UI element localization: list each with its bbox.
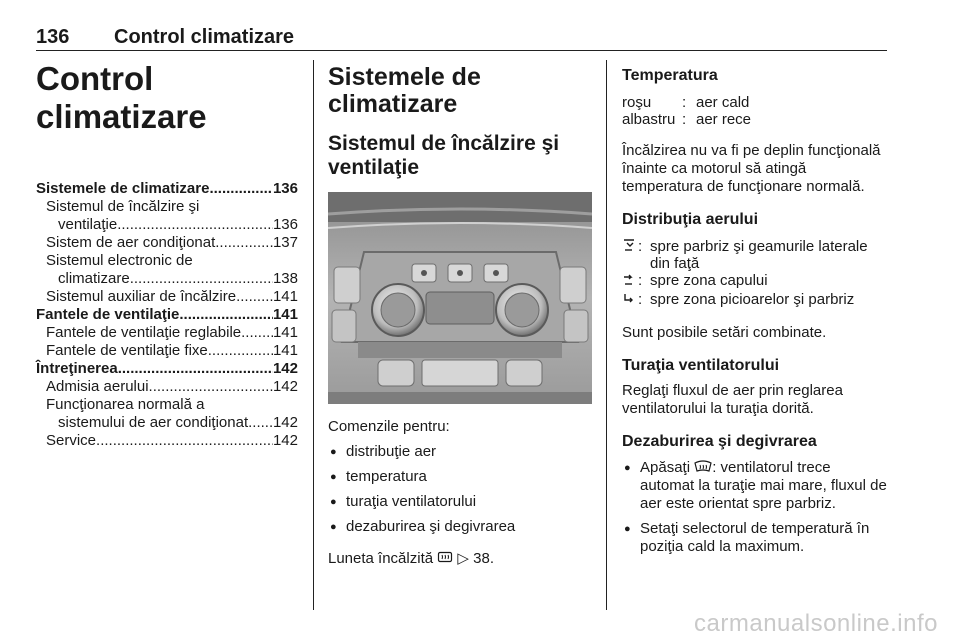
toc-entry[interactable] <box>36 234 298 252</box>
list-item: ● Setaţi selectorul de temperatură în poziţia cald la maximum. <box>622 520 887 556</box>
toc-entry-title: ventilaţie <box>58 216 118 233</box>
toc-entry-page: 136 <box>272 216 298 233</box>
list-item: ● temperatura <box>328 468 592 486</box>
section-heading: Sistemele de climatizare <box>328 63 481 118</box>
head-airflow-icon <box>622 272 638 291</box>
defrost-list <box>622 459 887 556</box>
toc-entry-title: Sistem de aer condiţionat <box>46 234 216 251</box>
list-item: : spre parbriz şi geamurile laterale din faţă <box>622 238 887 272</box>
distribution-text: spre zona capului <box>650 272 768 289</box>
toc-entry-page: 141 <box>272 288 298 305</box>
toc-entry-page: 142 <box>272 378 298 395</box>
toc-entry[interactable] <box>36 198 298 216</box>
controls-intro: Comenzile pentru: <box>328 418 450 435</box>
list-item: : spre zona picioarelor şi parbriz <box>622 291 887 310</box>
page-number: 136 <box>36 26 70 48</box>
toc-entry[interactable] <box>36 378 298 396</box>
toc-entry[interactable] <box>36 432 298 450</box>
table-cell: : <box>682 111 687 128</box>
table-cell: aer rece <box>696 111 752 128</box>
toc-entry-page: 142 <box>272 360 298 377</box>
fan-speed-text: Reglaţi fluxul de aer prin reglarea ventilatorului la turaţia dorită. <box>622 382 843 417</box>
rear-window-note <box>328 550 592 568</box>
toc-entry-page: 137 <box>272 234 298 251</box>
temperature-table <box>622 94 751 128</box>
toc-leader-dots <box>117 216 273 234</box>
toc-entry-title: Service <box>46 432 97 449</box>
toc-entry-title: Admisia aerului <box>46 378 149 395</box>
table-cell: : <box>682 94 687 111</box>
distribution-list <box>622 238 887 310</box>
list-item: ● distribuţie aer <box>328 443 592 461</box>
list-item: ● turaţia ventilatorului <box>328 493 592 511</box>
toc-entry[interactable] <box>36 306 298 324</box>
windscreen-airflow-icon <box>622 238 638 272</box>
toc-column <box>36 60 298 450</box>
toc-entry-title: climatizare <box>58 270 130 287</box>
section-column <box>328 60 592 568</box>
toc-entry-page: 138 <box>272 270 298 287</box>
toc-entry[interactable] <box>36 360 298 378</box>
subsection-heading: Sistemul de încălzire şi ventilaţie <box>328 132 560 179</box>
toc-entry-title: Sistemele de climatizare <box>36 180 210 197</box>
toc-entry[interactable] <box>36 324 298 342</box>
toc-leader-dots <box>96 432 273 450</box>
chapter-title: Control climatizare <box>36 60 207 135</box>
toc-entry[interactable] <box>36 216 298 234</box>
toc-entry[interactable] <box>36 252 298 270</box>
defrost-heading: Dezaburirea şi degivrarea <box>622 433 817 450</box>
toc-entry[interactable] <box>36 180 298 198</box>
toc-entry-title: Fantele de ventilaţie <box>36 306 180 323</box>
table-cell: albastru <box>622 111 676 128</box>
toc-entry-page: 141 <box>272 306 298 323</box>
table-row <box>622 94 751 111</box>
column-divider <box>313 60 314 610</box>
rear-window-ref: 38. <box>473 550 494 567</box>
list-item: ● dezaburirea şi degivrarea <box>328 518 592 536</box>
distribution-text: spre zona picioarelor şi parbriz <box>650 291 855 308</box>
toc-entry-page: 142 <box>272 414 298 431</box>
toc-entry[interactable] <box>36 288 298 306</box>
toc-entry[interactable] <box>36 342 298 360</box>
foot-airflow-icon <box>622 291 638 310</box>
toc-entry[interactable] <box>36 396 298 414</box>
rear-window-label: Luneta încălzită <box>328 550 434 567</box>
toc-entry[interactable] <box>36 270 298 288</box>
distribution-heading: Distribuţia aerului <box>622 211 759 228</box>
toc-leader-dots <box>179 306 273 324</box>
toc-leader-dots <box>130 270 273 288</box>
toc-entry-title: Funcţionarea normală a <box>46 396 205 413</box>
toc-entry-title: Sistemul electronic de <box>46 252 193 269</box>
distribution-note: Sunt posibile setări combinate. <box>622 324 827 341</box>
running-title: Control climatizare <box>114 26 295 48</box>
toc-leader-dots <box>208 342 273 360</box>
rear-defrost-icon <box>437 550 457 567</box>
toc-entry-title: sistemului de aer condiţionat <box>58 414 249 431</box>
header-rule <box>36 50 887 51</box>
toc-leader-dots <box>215 234 273 252</box>
table-of-contents <box>36 180 298 450</box>
toc-leader-dots <box>209 180 273 198</box>
toc-entry-title: Fantele de ventilaţie reglabile <box>46 324 242 341</box>
toc-leader-dots <box>236 288 273 306</box>
toc-entry-title: Întreţinerea <box>36 360 118 377</box>
toc-entry-page: 142 <box>272 432 298 449</box>
table-cell: roşu <box>622 94 652 111</box>
fan-speed-heading: Turaţia ventilatorului <box>622 357 780 374</box>
toc-leader-dots <box>248 414 273 432</box>
list-item: : spre zona capului <box>622 272 887 291</box>
temperature-heading: Temperatura <box>622 67 718 84</box>
toc-entry[interactable] <box>36 414 298 432</box>
cross-reference-icon: ▷ <box>457 550 469 567</box>
toc-entry-title: Fantele de ventilaţie fixe <box>46 342 208 359</box>
list-item <box>622 459 887 513</box>
table-row <box>622 111 751 128</box>
controls-list <box>328 443 592 536</box>
toc-entry-page: 141 <box>272 342 298 359</box>
table-cell: aer cald <box>696 94 750 111</box>
defrost-step-text: Apăsaţi <box>640 459 691 476</box>
defrost-step-text: : ventilatorul trece automat la turaţie mai mare, fluxul de aer este orientat spre parbriz. <box>640 459 887 512</box>
windscreen-defrost-icon <box>694 459 712 476</box>
toc-leader-dots <box>118 360 273 378</box>
column-divider <box>606 60 607 610</box>
toc-entry-title: Sistemul de încălzire şi <box>46 198 200 215</box>
toc-entry-page: 136 <box>272 180 298 197</box>
watermark: carmanualsonline.info <box>694 610 938 637</box>
toc-leader-dots <box>149 378 273 396</box>
climate-panel-photo <box>328 192 592 404</box>
toc-leader-dots <box>241 324 273 342</box>
toc-entry-page: 141 <box>272 324 298 341</box>
details-column <box>622 60 887 556</box>
distribution-text: spre parbriz şi geamurile laterale din faţă <box>650 238 868 272</box>
temperature-note: Încălzirea nu va fi pe deplin funcţională înainte ca motorul să atingă temperatura de funcţionare normală. <box>622 142 881 195</box>
toc-entry-title: Sistemul auxiliar de încălzire <box>46 288 237 305</box>
